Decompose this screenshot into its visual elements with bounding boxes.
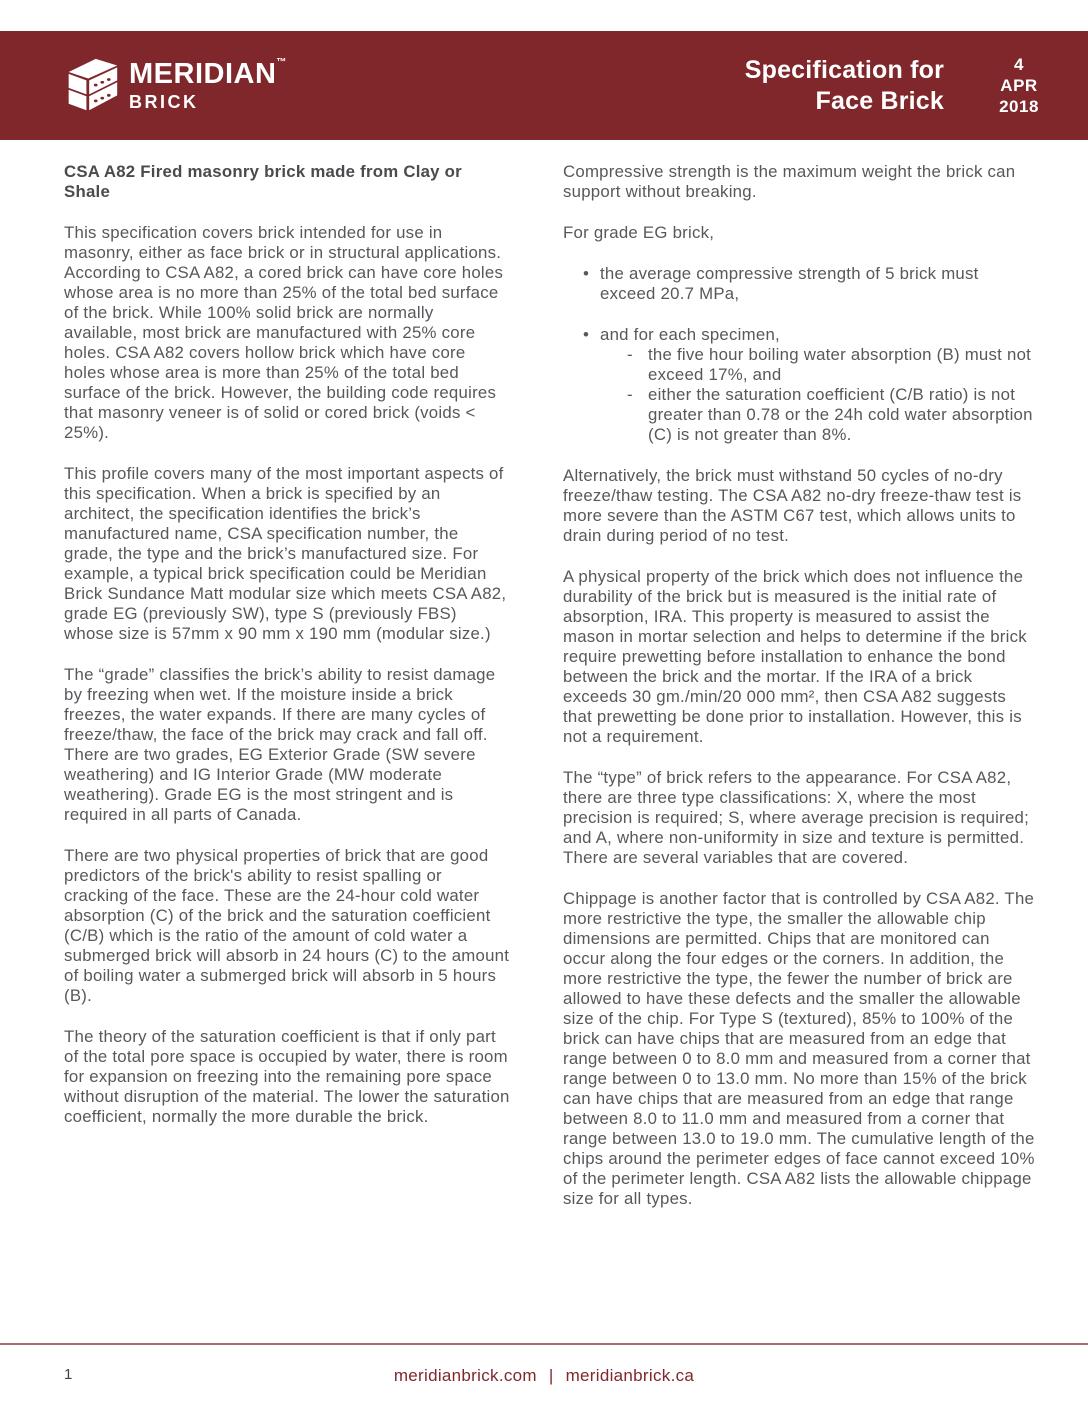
left-paragraph-1: This specification covers brick intended for use in masonry, either as face brick or in structural applications. According to CSA A82, a cored brick can have core holes whose area is no more than 25% of the total bed surface of the brick. While 100% solid brick are normally available, most brick are manufactured with 25% core holes. CSA A82 covers hollow brick which have core holes whose area is more than 25% of the total bed surface of the brick. However, the building code requires that masonry veneer is of solid or cored brick (voids < 25%). <box>64 223 504 442</box>
sub-bullet-item-1 <box>600 345 1036 385</box>
trademark-symbol: ™ <box>276 57 287 68</box>
bullet-text: the average compressive strength of 5 brick must exceed 20.7 MPa, <box>600 264 979 303</box>
brand-logo <box>64 54 286 118</box>
left-column <box>64 162 511 1209</box>
document-title-line1: Specification for <box>744 55 944 84</box>
right-intro-paragraph-2: For grade EG brick, <box>563 223 715 242</box>
dash-marker: - <box>627 385 633 404</box>
right-column <box>563 162 1036 1209</box>
brand-name: MERIDIAN <box>129 58 277 90</box>
left-paragraph-4: There are two physical properties of brick that are good predictors of the brick's ability to resist spalling or cracking of the face. These are the 24-hour cold water absorption (C) of the brick and the saturation coefficient (C/B) which is the ratio of the amount of cold water a submerged brick will absorb in 24 hours (C) to the amount of boiling water a submerged brick will absorb in 5 hours (B). <box>64 846 510 1005</box>
right-paragraph-2: A physical property of the brick which does not influence the durability of the brick but is measured is the initial rate of absorption, IRA. This property is measured to assist the mason in mortar selection and helps to determine if the brick require prewetting before installation to enhance the bond between the brick and the mortar. If the IRA of a brick exceeds 30 gm./min/20 000 mm², then CSA A82 suggests that prewetting be done prior to installation. However, this is not a requirement. <box>563 567 1027 746</box>
bullet-item-1 <box>563 264 1036 304</box>
bullet-item-2 <box>563 325 1036 445</box>
footer-link-com[interactable]: meridianbrick.com <box>393 1366 537 1385</box>
right-paragraph-4: Chippage is another factor that is controlled by CSA A82. The more restrictive the type, the smaller the allowable chip dimensions are permitted. Chips that are monitored can occur along the four edges or the corners. In addition, the more restrictive the type, the fewer the number of brick are allowed to have these defects and the smaller the allowable size of the chip. For Type S (textured), 85% to 100% of the brick can have chips that are measured from an edge that range between 0 to 8.0 mm and measured from a corner that range between 0 to 13.0 mm. No more than 15% of the brick can have chips that are measured from an edge that range between 8.0 to 11.0 mm and measured from a corner that range between 13.0 to 19.0 mm. The cumulative length of the chips around the perimeter edges of face cannot exceed 10% of the perimeter length. CSA A82 lists the allowable chippage size for all types. <box>563 889 1035 1208</box>
brand-text <box>129 57 287 112</box>
sub-bullet-text: either the saturation coefficient (C/B ratio) is not greater than 0.78 or the 24h cold water absorption (C) is not greater than 8%. <box>648 385 1033 444</box>
footer-divider <box>0 1343 1088 1345</box>
bullet-list <box>563 264 1036 445</box>
date-day: 4 <box>1014 55 1024 74</box>
footer-link-ca[interactable]: meridianbrick.ca <box>565 1366 695 1385</box>
brick-logo-icon <box>64 54 120 118</box>
left-paragraph-2: This profile covers many of the most important aspects of this specification. When a brick is specified by an architect, the specification identifies the brick’s manufactured name, CSA specification number, the grade, the type and the brick’s manufactured size. For example, a typical brick specification could be Meridian Brick Sundance Matt modular size which meets CSA A82, grade EG (previously SW), type S (previously FBS) whose size is 57mm x 90 mm x 190 mm (modular size.) <box>64 464 507 643</box>
footer-separator: | <box>548 1366 554 1385</box>
sub-bullet-item-2 <box>600 385 1036 445</box>
document-date <box>990 54 1048 117</box>
document-title <box>286 55 944 117</box>
date-year: 2018 <box>999 97 1039 116</box>
sub-bullet-list <box>600 345 1036 445</box>
right-intro-paragraph-1: Compressive strength is the maximum weight the brick can support without breaking. <box>563 162 1016 201</box>
footer-links <box>0 1366 1088 1386</box>
sub-bullet-text: the five hour boiling water absorption (B) must not exceed 17%, and <box>648 345 1032 384</box>
bullet-marker: • <box>583 264 590 283</box>
dash-marker: - <box>627 345 633 364</box>
page-number: 1 <box>64 1366 73 1383</box>
bullet-marker: • <box>583 325 590 344</box>
left-paragraph-3: The “grade” classifies the brick’s ability to resist damage by freezing when wet. If the moisture inside a brick freezes, the water expands. If there are many cycles of freeze/thaw, the face of the brick may crack and fall off. There are two grades, EG Exterior Grade (SW severe weathering) and IG Interior Grade (MW moderate weathering). Grade EG is the most stringent and is required in all parts of Canada. <box>64 665 496 824</box>
right-paragraph-1: Alternatively, the brick must withstand 50 cycles of no-dry freeze/thaw testing. The CSA A82 no-dry freeze-thaw test is more severe than the ASTM C67 test, which allows units to drain during period of no test. <box>563 466 1022 545</box>
section-heading: CSA A82 Fired masonry brick made from Clay or Shale <box>64 162 462 201</box>
right-paragraph-3: The “type” of brick refers to the appearance. For CSA A82, there are three type classifications: X, where the most precision is required; S, where average precision is required; and A, where non-uniformity in size and texture is permitted. There are several variables that are covered. <box>563 768 1030 867</box>
date-month: APR <box>1000 76 1038 95</box>
header-band <box>0 31 1088 140</box>
brand-subtitle: BRICK <box>129 92 199 112</box>
bullet-text: and for each specimen, <box>600 325 780 344</box>
body-columns <box>0 140 1088 1209</box>
document-title-line2: Face Brick <box>815 86 944 115</box>
left-paragraph-5: The theory of the saturation coefficient is that if only part of the total pore space is occupied by water, there is room for expansion on freezing into the remaining pore space without disruption of the material. The lower the saturation coefficient, normally the more durable the brick. <box>64 1027 510 1126</box>
